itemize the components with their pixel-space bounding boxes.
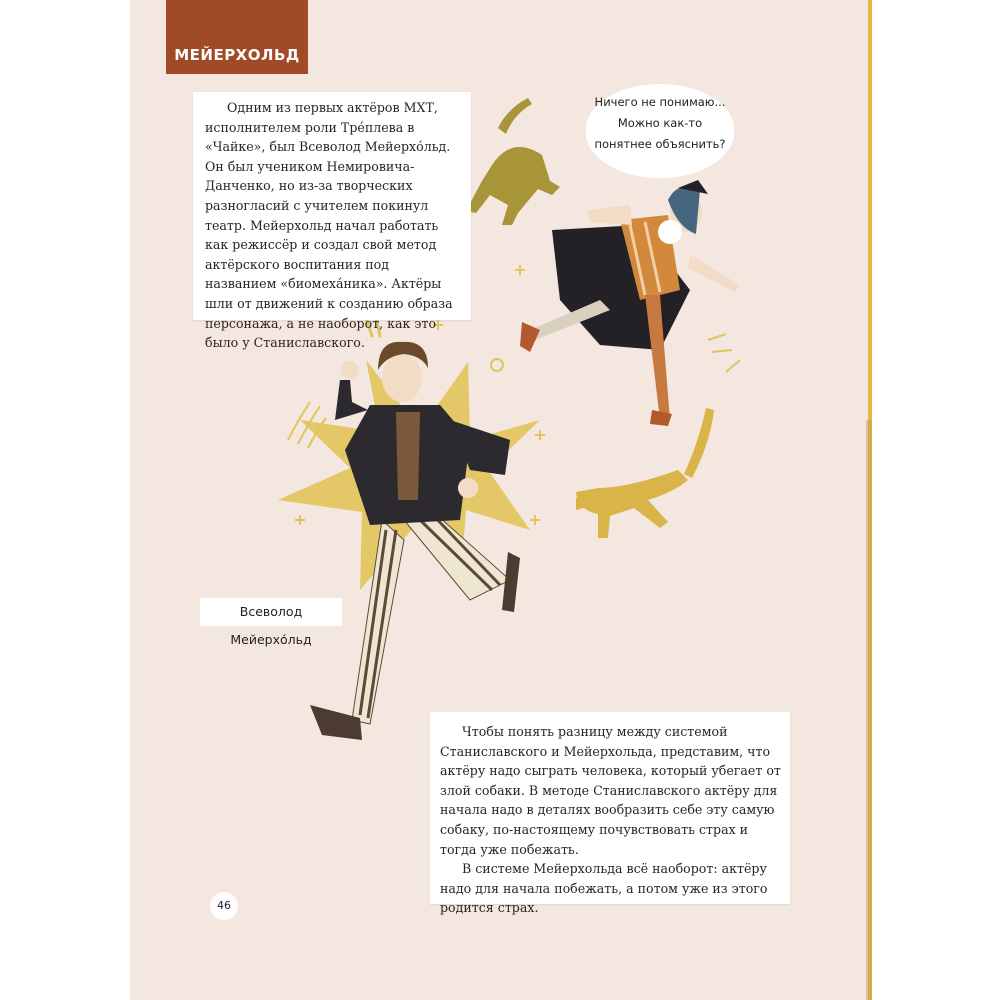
explanation-text-box	[430, 712, 790, 916]
olive-dog	[466, 98, 560, 225]
intro-text-box	[193, 92, 471, 351]
speech-line: Можно как-то	[617, 116, 703, 130]
meyerhold-figure	[310, 342, 520, 740]
speech-line: Ничего не понимаю...	[594, 95, 726, 109]
speech-bubble	[586, 84, 734, 178]
page-number: 46	[210, 892, 238, 920]
jester-figure	[520, 180, 740, 426]
explanation-paragraph-2: В системе Мейерхольда всё наоборот: актёру надо для начала побежать, а потом уже из этого родится страх.	[440, 861, 768, 916]
speech-line: понятнее объяснить?	[594, 137, 726, 151]
chapter-tag-label: МЕЙЕРХОЛЬД	[174, 46, 300, 64]
explanation-paragraph-1: Чтобы понять разницу между системой Станиславского и Мейерхольда, представим, что актёру надо сыграть человека, который убегает от злой собаки. В методе Станиславского актёру для начала надо в деталях вообразить себе эту самую собаку, по-настоящему почувствовать страх и тогда уже побежать.	[440, 724, 781, 857]
yellow-dog	[576, 408, 714, 538]
intro-paragraph: Одним из первых актёров МХТ, исполнителем роли Тре́плева в «Чайке», был Всеволод Мейерхо́льд. Он был учеником Немировича-Данченко, но из-за творческих разногласий с учителем покинул театр. Мейерхольд начал работать как режиссёр и создал свой метод актёрского воспитания под названием «биомеха́ника». Актёры шли от движений к созданию образа персонажа, а не наоборот, как это было у Станиславского.	[205, 100, 453, 351]
figure-caption: Всеволод Мейерхо́льд	[200, 598, 342, 626]
